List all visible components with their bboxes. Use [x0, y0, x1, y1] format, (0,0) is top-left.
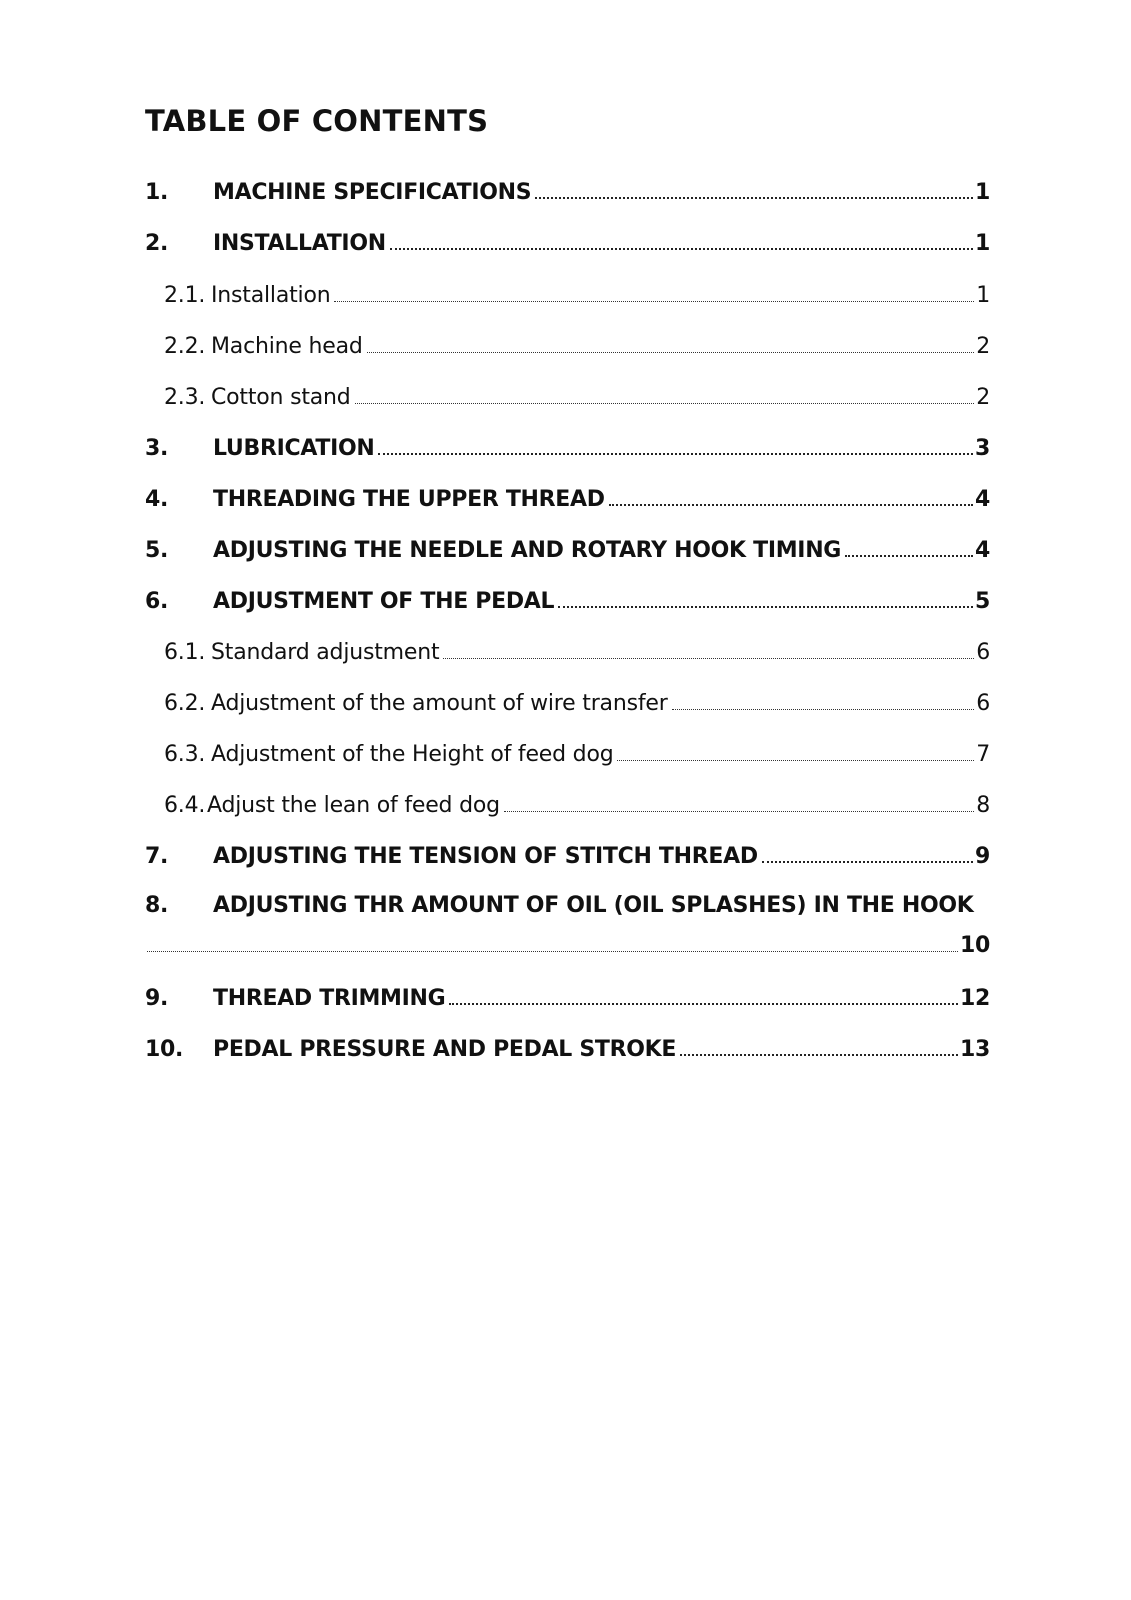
- toc-entry-machine-specifications[interactable]: [145, 180, 990, 212]
- toc-entry-label: INSTALLATION: [213, 231, 386, 256]
- toc-dot-leader: [558, 603, 973, 608]
- toc-page-number: 3: [974, 436, 990, 461]
- toc-entry-number: 8.: [145, 893, 169, 918]
- toc-page-number: 2: [976, 385, 990, 410]
- toc-dot-leader: [617, 757, 974, 761]
- toc-dot-leader: [443, 655, 974, 659]
- toc-dot-leader: [390, 245, 973, 250]
- toc-dot-leader: [609, 501, 973, 506]
- toc-dot-leader: [672, 706, 975, 710]
- toc-entry-label: PEDAL PRESSURE AND PEDAL STROKE: [213, 1037, 677, 1062]
- toc-subentry-height-feed-dog[interactable]: [164, 742, 990, 774]
- toc-page-number: 6: [976, 691, 990, 716]
- toc-entry-label: Machine head: [211, 334, 363, 359]
- toc-subentry-cotton-stand[interactable]: [164, 385, 990, 417]
- toc-entry-needle-hook-timing[interactable]: [145, 538, 990, 570]
- toc-page-number: 13: [959, 1037, 990, 1062]
- toc-entry-label: THREADING THE UPPER THREAD: [213, 487, 605, 512]
- toc-subentry-lean-feed-dog[interactable]: [164, 793, 990, 825]
- toc-page-number: 2: [976, 334, 990, 359]
- toc-entry-oil-amount-leader-line[interactable]: [147, 933, 990, 965]
- toc-dot-leader: [535, 194, 973, 199]
- toc-entry-number: 5.: [145, 538, 169, 563]
- toc-title: TABLE OF CONTENTS: [145, 104, 489, 138]
- toc-dot-leader: [845, 552, 973, 557]
- toc-entry-installation[interactable]: [145, 231, 990, 263]
- toc-dot-leader: [762, 858, 973, 863]
- toc-page-number: 4: [974, 538, 990, 563]
- toc-page-number: 4: [974, 487, 990, 512]
- toc-entry-number: 6.1.: [164, 640, 206, 665]
- toc-entry-pedal-pressure-stroke[interactable]: [145, 1037, 990, 1069]
- toc-entry-number: 6.4.: [164, 793, 206, 818]
- toc-entry-label: THREAD TRIMMING: [213, 986, 446, 1011]
- toc-entry-adjustment-of-pedal[interactable]: [145, 589, 990, 621]
- toc-entry-label: Adjustment of the Height of feed dog: [211, 742, 614, 767]
- toc-entry-thread-trimming[interactable]: [145, 986, 990, 1018]
- toc-dot-leader: [680, 1051, 958, 1056]
- toc-dot-leader: [378, 450, 973, 455]
- toc-page-number: 9: [974, 844, 990, 869]
- toc-dot-leader: [504, 808, 974, 812]
- toc-page-number: 8: [976, 793, 990, 818]
- toc-dot-leader: [355, 400, 975, 404]
- toc-entry-number: 1.: [145, 180, 169, 205]
- toc-dot-leader: [334, 298, 974, 302]
- toc-entry-label: LUBRICATION: [213, 436, 375, 461]
- toc-page-number: 10: [959, 933, 990, 958]
- toc-entry-label: ADJUSTMENT OF THE PEDAL: [213, 589, 555, 614]
- toc-entry-threading-upper-thread[interactable]: [145, 487, 990, 519]
- toc-entry-label: MACHINE SPECIFICATIONS: [213, 180, 532, 205]
- toc-entry-lubrication[interactable]: [145, 436, 990, 468]
- toc-entry-number: 7.: [145, 844, 169, 869]
- toc-subentry-wire-transfer[interactable]: [164, 691, 990, 723]
- toc-entry-number: 2.3.: [164, 385, 206, 410]
- toc-page-number: 1: [976, 283, 990, 308]
- toc-entry-label: Adjustment of the amount of wire transfer: [211, 691, 668, 716]
- toc-entry-label: Cotton stand: [211, 385, 351, 410]
- toc-page-number: 5: [974, 589, 990, 614]
- toc-subentry-standard-adjustment[interactable]: [164, 640, 990, 672]
- toc-entry-number: 3.: [145, 436, 169, 461]
- toc-entry-number: 10.: [145, 1037, 184, 1062]
- toc-entry-tension-stitch-thread[interactable]: [145, 844, 990, 876]
- toc-entry-number: 6.2.: [164, 691, 206, 716]
- toc-dot-leader: [147, 948, 958, 952]
- toc-entry-oil-amount[interactable]: [145, 893, 974, 918]
- toc-entry-number: 2.: [145, 231, 169, 256]
- toc-entry-number: 2.1.: [164, 283, 206, 308]
- toc-page-number: 6: [976, 640, 990, 665]
- toc-entry-label: Standard adjustment: [211, 640, 440, 665]
- toc-entry-number: 6.: [145, 589, 169, 614]
- toc-dot-leader: [367, 349, 975, 353]
- toc-page-number: 1: [974, 231, 990, 256]
- toc-page-number: 7: [976, 742, 990, 767]
- toc-page-number: 1: [974, 180, 990, 205]
- toc-entry-number: 6.3.: [164, 742, 206, 767]
- toc-subentry-machine-head[interactable]: [164, 334, 990, 366]
- toc-entry-number: 9.: [145, 986, 169, 1011]
- toc-page-number: 12: [959, 986, 990, 1011]
- toc-entry-label: Adjust the lean of feed dog: [207, 793, 500, 818]
- toc-dot-leader: [449, 1000, 958, 1005]
- toc-entry-number: 2.2.: [164, 334, 206, 359]
- toc-entry-label: ADJUSTING THE NEEDLE AND ROTARY HOOK TIMING: [213, 538, 842, 563]
- toc-entry-label: ADJUSTING THE TENSION OF STITCH THREAD: [213, 844, 758, 869]
- toc-entry-number: 4.: [145, 487, 169, 512]
- toc-entry-label: Installation: [211, 283, 331, 308]
- toc-entry-label: ADJUSTING THR AMOUNT OF OIL (OIL SPLASHES) IN THE HOOK: [213, 893, 974, 918]
- toc-subentry-installation[interactable]: [164, 283, 990, 315]
